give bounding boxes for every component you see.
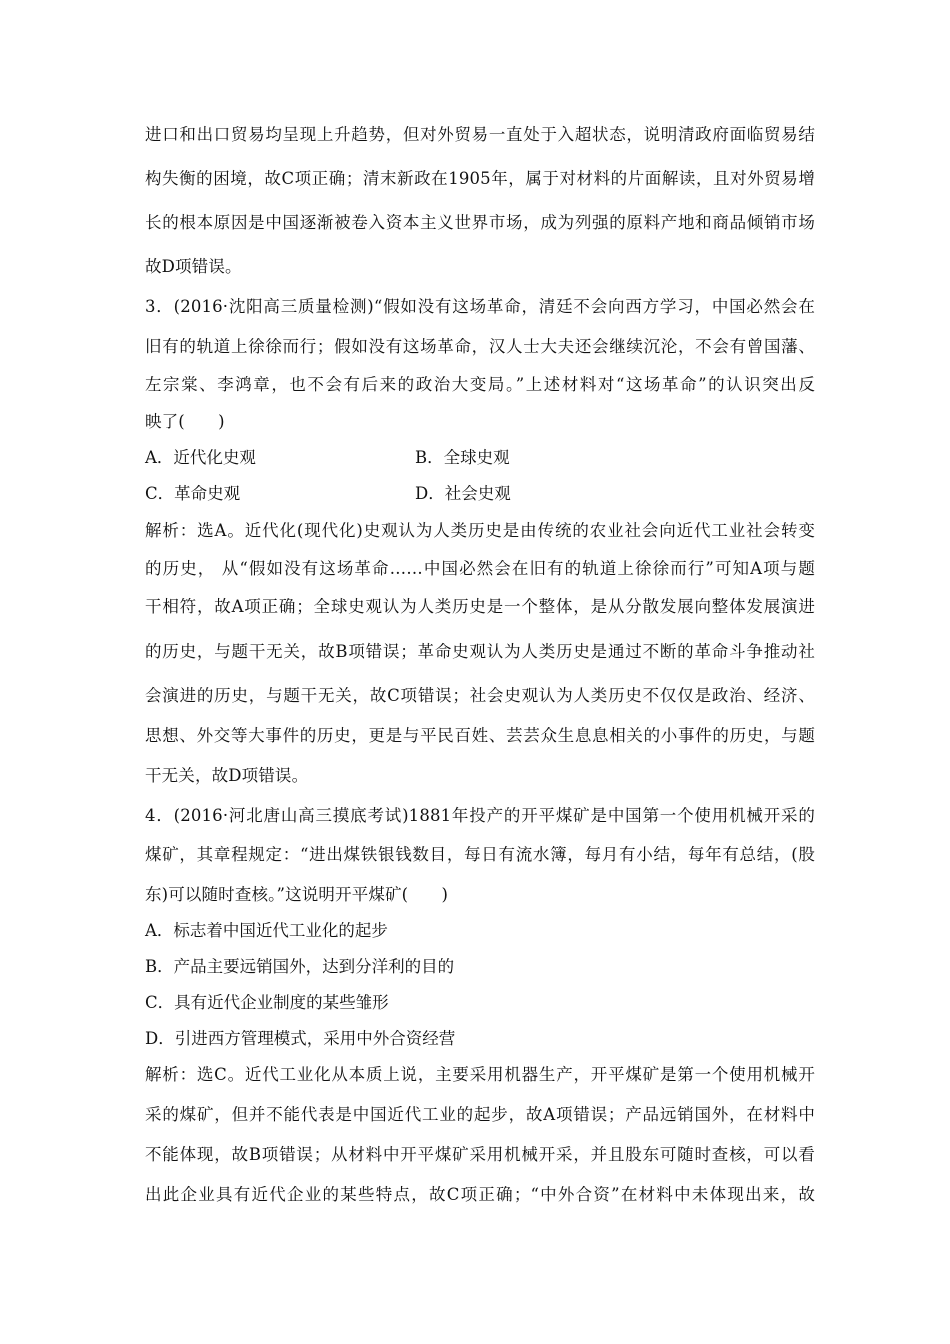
analysis-continuation-line: 长的根本原因是中国逐渐被卷入资本主义世界市场，成为列强的原料产地和商品倾销市场 — [145, 213, 815, 232]
question-3-analysis-line: 的历史， 从“假如没有这场革命……中国必然会在旧有的轨道上徐徐而行”可知A项与题 — [145, 559, 815, 578]
question-4-analysis-line: 采的煤矿，但并不能代表是中国近代工业的起步，故A项错误；产品远销国外，在材料中 — [145, 1105, 815, 1124]
question-3-stem-line: 左宗棠、李鸿章，也不会有后来的政治大变局。”上述材料对“这场革命”的认识突出反 — [145, 375, 815, 394]
question-3-analysis-line: 的历史，与题干无关，故B项错误；革命史观认为人类历史是通过不断的革命斗争推动社 — [145, 642, 815, 661]
question-3-stem-line: 映了( ) — [145, 412, 225, 431]
question-3-option-b: B．全球史观 — [415, 448, 510, 467]
question-4-option-b: B．产品主要远销国外，达到分洋利的目的 — [145, 957, 455, 976]
question-3-option-c: C．革命史观 — [145, 484, 241, 503]
question-4-analysis-line: 解析：选C。近代工业化从本质上说，主要采用机器生产，开平煤矿是第一个使用机械开 — [145, 1065, 815, 1084]
analysis-continuation-line: 构失衡的困境，故C项正确；清末新政在1905年，属于对材料的片面解读，且对外贸易增 — [145, 169, 815, 188]
question-3-analysis-line: 干无关，故D项错误。 — [145, 766, 309, 785]
question-4-stem-line: 4．(2016·河北唐山高三摸底考试)1881年投产的开平煤矿是中国第一个使用机械开采的 — [145, 806, 815, 825]
question-4-option-c: C．具有近代企业制度的某些雏形 — [145, 993, 389, 1012]
question-3-analysis-line: 解析：选A。近代化(现代化)史观认为人类历史是由传统的农业社会向近代工业社会转变 — [145, 521, 815, 540]
question-4-option-d: D．引进西方管理模式，采用中外合资经营 — [145, 1029, 456, 1048]
question-4-analysis-line: 不能体现，故B项错误；从材料中开平煤矿采用机械开采，并且股东可随时查核，可以看 — [145, 1145, 815, 1164]
question-3-option-a: A．近代化史观 — [145, 448, 256, 467]
question-3-option-d: D．社会史观 — [415, 484, 511, 503]
analysis-continuation-line: 进口和出口贸易均呈现上升趋势，但对外贸易一直处于入超状态，说明清政府面临贸易结 — [145, 125, 815, 144]
question-4-option-a: A．标志着中国近代工业化的起步 — [145, 921, 388, 940]
question-4-stem-line: 东)可以随时查核。”这说明开平煤矿( ) — [145, 885, 449, 904]
question-4-analysis-line: 出此企业具有近代企业的某些特点，故C项正确；“中外合资”在材料中未体现出来，故 — [145, 1185, 815, 1204]
analysis-continuation-line: 故D项错误。 — [145, 257, 242, 276]
question-3-stem-line: 旧有的轨道上徐徐而行；假如没有这场革命，汉人士大夫还会继续沉沦，不会有曾国藩、 — [145, 337, 815, 356]
question-3-analysis-line: 会演进的历史，与题干无关，故C项错误；社会史观认为人类历史不仅仅是政治、经济、 — [145, 686, 815, 705]
question-3-stem-line: 3．(2016·沈阳高三质量检测)“假如没有这场革命，清廷不会向西方学习，中国必然会在 — [145, 297, 815, 316]
question-4-stem-line: 煤矿，其章程规定：“进出煤铁银钱数目，每日有流水簿，每月有小结，每年有总结，(股 — [145, 845, 815, 864]
question-3-analysis-line: 干相符，故A项正确；全球史观认为人类历史是一个整体，是从分散发展向整体发展演进 — [145, 597, 815, 616]
question-3-analysis-line: 思想、外交等大事件的历史，更是与平民百姓、芸芸众生息息相关的小事件的历史，与题 — [145, 726, 815, 745]
